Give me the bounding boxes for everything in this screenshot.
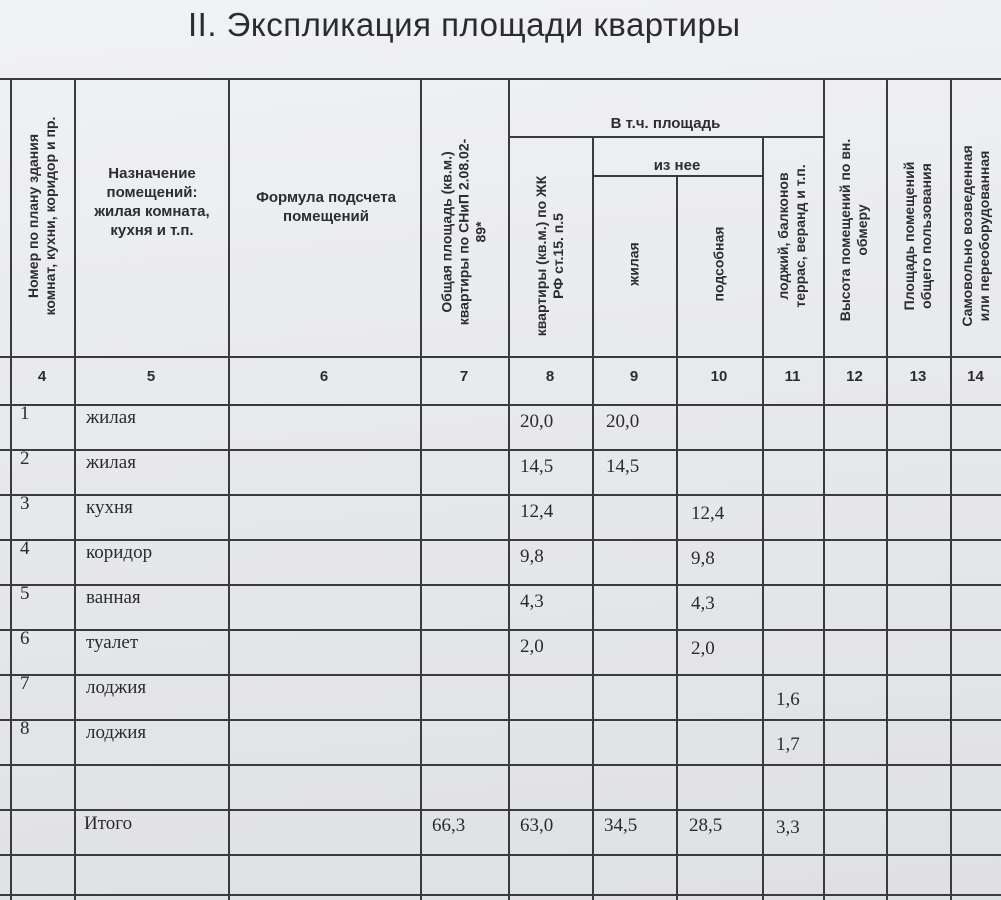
- cell-living: 14,5: [606, 456, 640, 477]
- page-title: II. Экспликация площади квартиры: [188, 6, 741, 43]
- grid-line-h: [0, 674, 1001, 676]
- column-number: 9: [629, 368, 639, 385]
- grid-line-v: [676, 175, 678, 900]
- cell-auxiliary: 2,0: [691, 638, 715, 659]
- row-purpose: жилая: [86, 452, 136, 473]
- column-number: 11: [784, 368, 801, 385]
- column-number: 5: [146, 368, 156, 385]
- column-number: 10: [710, 368, 728, 385]
- grid-line-h: [0, 854, 1001, 856]
- total-apartment-area: 63,0: [520, 815, 554, 836]
- header-auxiliary: подсобная: [710, 226, 727, 302]
- column-number: 4: [37, 368, 47, 385]
- row-number: 2: [20, 448, 30, 469]
- column-number: 8: [545, 368, 555, 385]
- header-of-which: из нее: [653, 157, 701, 174]
- total-loggia: 3,3: [776, 817, 800, 838]
- grid-line-h: [0, 449, 1001, 451]
- column-number: 6: [319, 368, 329, 385]
- grid-line-h: [0, 809, 1001, 811]
- cell-auxiliary: 9,8: [691, 548, 715, 569]
- grid-line-v: [228, 78, 230, 900]
- row-purpose: лоджия: [86, 677, 147, 698]
- grid-line-v: [420, 78, 422, 900]
- row-purpose: жилая: [86, 407, 136, 428]
- cell-apartment-area: 4,3: [520, 591, 544, 612]
- grid-line-h: [0, 539, 1001, 541]
- header-room-number: Номер по плану здания комнат, кухни, коридор и пр.: [25, 116, 58, 316]
- row-number: 3: [20, 493, 30, 514]
- grid-line-h: [0, 894, 1001, 896]
- cell-auxiliary: 4,3: [691, 593, 715, 614]
- cell-apartment-area: 12,4: [520, 501, 554, 522]
- grid-line-v: [508, 78, 510, 900]
- row-number: 6: [20, 628, 30, 649]
- header-group-incl: В т.ч. площадь: [610, 115, 721, 132]
- grid-line-h: [0, 764, 1001, 766]
- header-purpose: Назначение помещений: жилая комната, кухня и т.п.: [94, 165, 210, 239]
- column-number: 7: [459, 368, 469, 385]
- cell-loggia: 1,7: [776, 734, 800, 755]
- header-formula: Формула подсчета помещений: [256, 189, 396, 225]
- grid-line-h: [0, 629, 1001, 631]
- cell-apartment-area: 14,5: [520, 456, 554, 477]
- header-loggias: лоджий, балконов террас, веранд и т.п.: [775, 164, 808, 308]
- column-number: 12: [846, 368, 863, 385]
- row-number: 1: [20, 403, 30, 424]
- header-apartment-area: квартиры (кв.м.) по ЖК РФ ст.15. п.5: [533, 175, 566, 337]
- cell-apartment-area: 9,8: [520, 546, 544, 567]
- row-number: 7: [20, 673, 30, 694]
- cell-auxiliary: 12,4: [691, 503, 725, 524]
- header-common-use: Площадь помещений общего пользования: [901, 161, 934, 311]
- row-purpose: коридор: [86, 542, 153, 563]
- grid-line-v: [592, 136, 594, 900]
- grid-line-v: [74, 78, 76, 900]
- row-number: 8: [20, 718, 30, 739]
- grid-line-h: [0, 78, 1001, 80]
- header-living: жилая: [625, 242, 642, 286]
- row-number: 4: [20, 538, 30, 559]
- row-purpose: ванная: [86, 587, 141, 608]
- grid-line-v: [950, 78, 952, 900]
- grid-line-v: [886, 78, 888, 900]
- header-height: Высота помещений по вн. обмеру: [837, 138, 870, 322]
- row-purpose: туалет: [86, 632, 139, 653]
- row-purpose: лоджия: [86, 722, 147, 743]
- grid-line-h: [0, 584, 1001, 586]
- grid-line-h: [0, 719, 1001, 721]
- header-total-area: Общая площадь (кв.м.) квартиры по СНиП 2.08.02- 89*: [438, 138, 489, 326]
- column-number: 13: [909, 368, 927, 385]
- cell-loggia: 1,6: [776, 689, 800, 710]
- row-purpose: кухня: [86, 497, 133, 518]
- column-number: 14: [967, 368, 984, 385]
- cell-apartment-area: 2,0: [520, 636, 544, 657]
- total-label: Итого: [84, 813, 133, 834]
- total-area: 66,3: [432, 815, 466, 836]
- total-auxiliary: 28,5: [689, 815, 723, 836]
- grid-line-h: [0, 494, 1001, 496]
- grid-line-v: [823, 78, 825, 900]
- cell-living: 20,0: [606, 411, 640, 432]
- total-living: 34,5: [604, 815, 638, 836]
- cell-apartment-area: 20,0: [520, 411, 554, 432]
- header-self-built: Самовольно возведенная или переоборудованная: [959, 145, 992, 327]
- row-number: 5: [20, 583, 30, 604]
- grid-line-h: [0, 404, 1001, 406]
- grid-line-v: [762, 136, 764, 900]
- grid-line-v: [10, 78, 12, 900]
- grid-line-h: [0, 356, 1001, 358]
